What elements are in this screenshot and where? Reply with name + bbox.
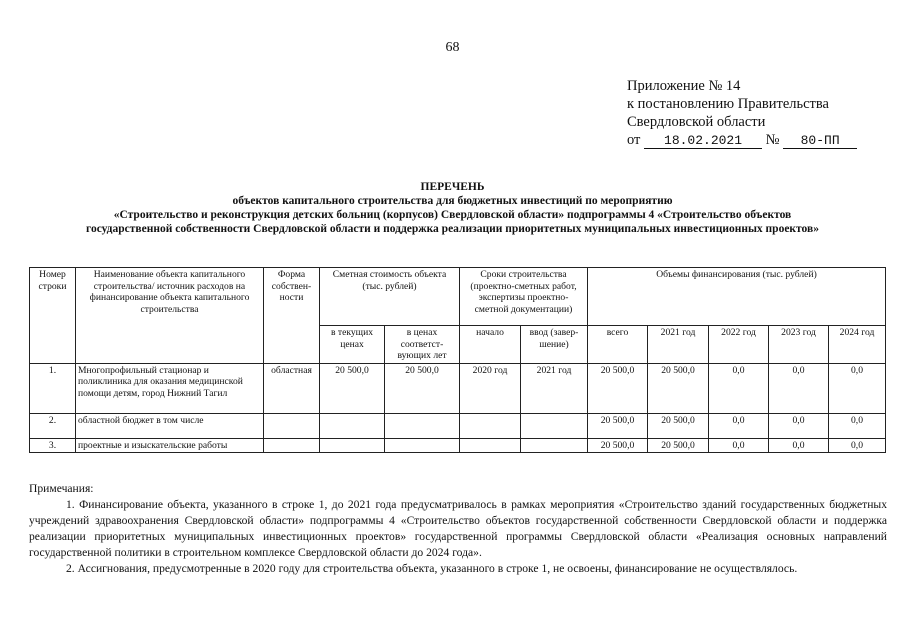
appendix-line-2: к постановлению Правительства <box>627 96 829 112</box>
cell-end <box>521 438 588 453</box>
header-terms: Сроки строительства (проектно-сметных работ, экспертизы проектно-сметной документации) <box>460 268 588 326</box>
cell-2024: 0,0 <box>829 363 886 413</box>
cell-2023: 0,0 <box>769 438 829 453</box>
cell-estimate-current <box>320 413 385 438</box>
cell-num: 2. <box>30 413 76 438</box>
cell-2021: 20 500,0 <box>648 363 709 413</box>
header-estimate: Сметная стоимость объекта (тыс. рублей) <box>320 268 460 326</box>
date-prefix: от <box>627 132 641 148</box>
document-heading <box>0 180 905 236</box>
cell-start <box>460 438 521 453</box>
cell-end <box>521 413 588 438</box>
cell-start <box>460 413 521 438</box>
header-funding: Объемы финансирования (тыс. рублей) <box>588 268 886 326</box>
table-row <box>30 438 886 453</box>
cell-2023: 0,0 <box>769 363 829 413</box>
header-2021: 2021 год <box>648 326 709 364</box>
header-object-name: Наименование объекта капитального строительства/ источник расходов на финансирование объекта капитального строительства <box>76 268 264 364</box>
cell-total: 20 500,0 <box>588 413 648 438</box>
cell-end: 2021 год <box>521 363 588 413</box>
cell-total: 20 500,0 <box>588 363 648 413</box>
cell-2022: 0,0 <box>709 363 769 413</box>
cell-2022: 0,0 <box>709 413 769 438</box>
document-number: 80-ПП <box>783 133 857 149</box>
appendix-block <box>627 77 857 149</box>
appendix-line-3: Свердловской области <box>627 114 766 130</box>
cell-2023: 0,0 <box>769 413 829 438</box>
header-2023: 2023 год <box>769 326 829 364</box>
header-estimate-current: в текущих ценах <box>320 326 385 364</box>
header-2022: 2022 год <box>709 326 769 364</box>
note-2: 2. Ассигнования, предусмотренные в 2020 году для строительства объекта, указанного в строке 1, не освоены, финансирование не осуществлялось. <box>66 562 798 575</box>
document-date: 18.02.2021 <box>644 133 762 149</box>
page-number: 68 <box>445 40 460 55</box>
cell-2021: 20 500,0 <box>648 413 709 438</box>
cell-ownership: областная <box>264 363 320 413</box>
heading-title: ПЕРЕЧЕНЬ <box>420 181 485 193</box>
cell-2024: 0,0 <box>829 438 886 453</box>
cell-estimate-corresponding <box>385 438 460 453</box>
cell-estimate-corresponding <box>385 413 460 438</box>
heading-line-1: объектов капитального строительства для бюджетных инвестиций по мероприятию <box>232 195 673 207</box>
header-estimate-corresponding: в ценах соответст-вующих лет <box>385 326 460 364</box>
notes-section <box>29 481 887 577</box>
cell-2022: 0,0 <box>709 438 769 453</box>
cell-num: 1. <box>30 363 76 413</box>
cell-start: 2020 год <box>460 363 521 413</box>
header-ownership: Форма собствен-ности <box>264 268 320 364</box>
appendix-line-1: Приложение № 14 <box>627 78 741 94</box>
header-2024: 2024 год <box>829 326 886 364</box>
appendix-date-line <box>627 131 857 149</box>
cell-name: областной бюджет в том числе <box>76 413 264 438</box>
heading-line-2: «Строительство и реконструкция детских больниц (корпусов) Свердловской области» подпрограммы 4 «Строительство объектов <box>113 209 792 221</box>
cell-estimate-current <box>320 438 385 453</box>
table-row <box>30 363 886 413</box>
cell-estimate-current: 20 500,0 <box>320 363 385 413</box>
cell-estimate-corresponding: 20 500,0 <box>385 363 460 413</box>
cell-ownership <box>264 413 320 438</box>
cell-name: Многопрофильный стационар и поликлиника для оказания медицинской помощи детям, город Нижний Тагил <box>76 363 264 413</box>
note-1: 1. Финансирование объекта, указанного в строке 1, до 2021 года предусматривалось в рамках мероприятия «Строительство зданий государственных бюджетных учреждений здравоохранения Свердловской области» подпрограммы 4 «Строительство объектов государственной собственности Свердловской области и поддержка реализации приоритетных муниципальных инвестиционных проектов» государственной программы Свердловской области «Реализация основных направлений государственной политики в строительном комплексе Свердловской области до 2024 года». <box>29 498 887 559</box>
heading-line-3: государственной собственности Свердловской области и поддержка реализации приоритетных муниципальных инвестиционных проектов» <box>86 223 819 235</box>
cell-num: 3. <box>30 438 76 453</box>
cell-2021: 20 500,0 <box>648 438 709 453</box>
cell-name: проектные и изыскательские работы <box>76 438 264 453</box>
header-terms-start: начало <box>460 326 521 364</box>
cell-total: 20 500,0 <box>588 438 648 453</box>
number-prefix: № <box>765 132 780 148</box>
table-row <box>30 413 886 438</box>
notes-title: Примечания: <box>29 482 94 495</box>
header-row-number: Номер строки <box>30 268 76 364</box>
header-total: всего <box>588 326 648 364</box>
cell-ownership <box>264 438 320 453</box>
header-terms-end: ввод (завер-шение) <box>521 326 588 364</box>
financing-table <box>29 267 886 453</box>
cell-2024: 0,0 <box>829 413 886 438</box>
